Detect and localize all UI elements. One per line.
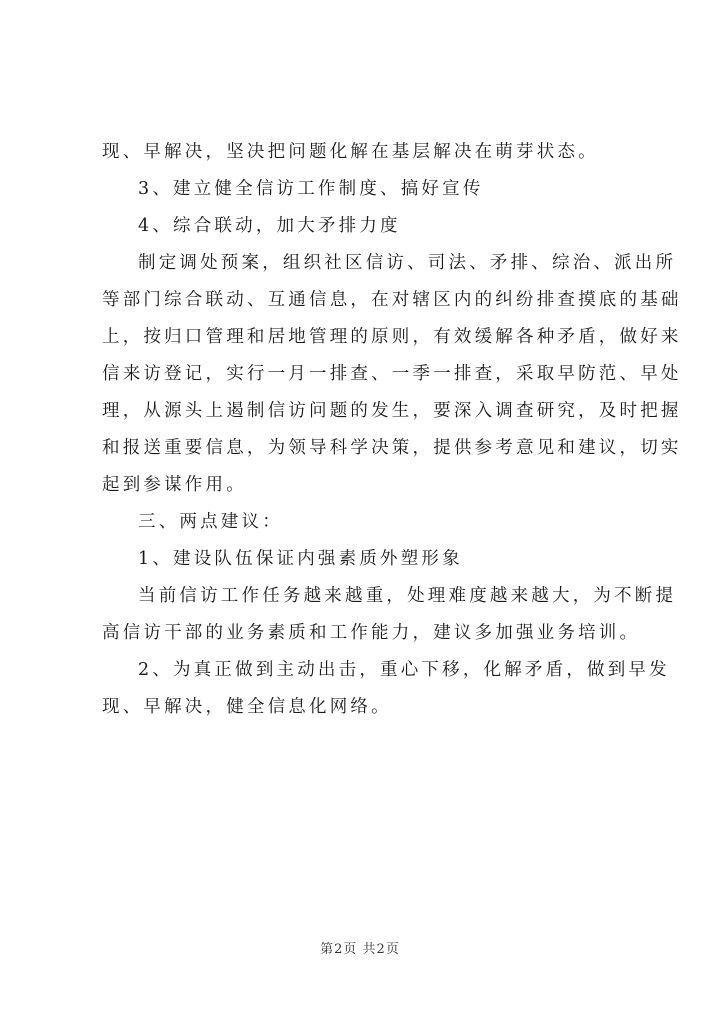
paragraph-line: 理，从源头上遏制信访问题的发生，要深入调查研究，及时把握 xyxy=(102,401,682,421)
document-body xyxy=(102,134,682,726)
paragraph-line: 现、早解决，健全信息化网络。 xyxy=(102,697,392,717)
page-number-footer: 第2页 共2页 xyxy=(320,942,400,957)
paragraph-line: 上，按归口管理和居地管理的原则，有效缓解各种矛盾，做好来 xyxy=(102,327,682,347)
paragraph-line: 制定调处预案，组织社区信访、司法、矛排、综治、派出所 xyxy=(138,253,677,273)
paragraph-line: 等部门综合联动、互通信息，在对辖区内的纠纷排查摸底的基础 xyxy=(102,290,682,310)
paragraph-line: 起到参谋作用。 xyxy=(102,475,247,495)
paragraph-line: 当前信访工作任务越来越重，处理难度越来越大，为不断提 xyxy=(138,586,677,606)
suggestion-heading-1: 1、建设队伍保证内强素质外塑形象 xyxy=(138,549,463,569)
paragraph-line: 高信访干部的业务素质和工作能力，建议多加强业务培训。 xyxy=(102,623,641,643)
section-heading-three-suggestions: 三、两点建议： xyxy=(138,512,283,532)
text-line-continuation: 现、早解决，坚决把问题化解在基层解决在萌芽状态。 xyxy=(102,142,599,162)
section-heading-4: 4、综合联动，加大矛排力度 xyxy=(138,216,401,236)
paragraph-line: 和报送重要信息，为领导科学决策，提供参考意见和建议，切实 xyxy=(102,438,682,458)
suggestion-item-2: 2、为真正做到主动出击，重心下移，化解矛盾，做到早发 xyxy=(138,660,670,680)
paragraph-line: 信来访登记，实行一月一排查、一季一排查，采取早防范、早处 xyxy=(102,364,682,384)
section-heading-3: 3、建立健全信访工作制度、搞好宣传 xyxy=(138,179,484,199)
